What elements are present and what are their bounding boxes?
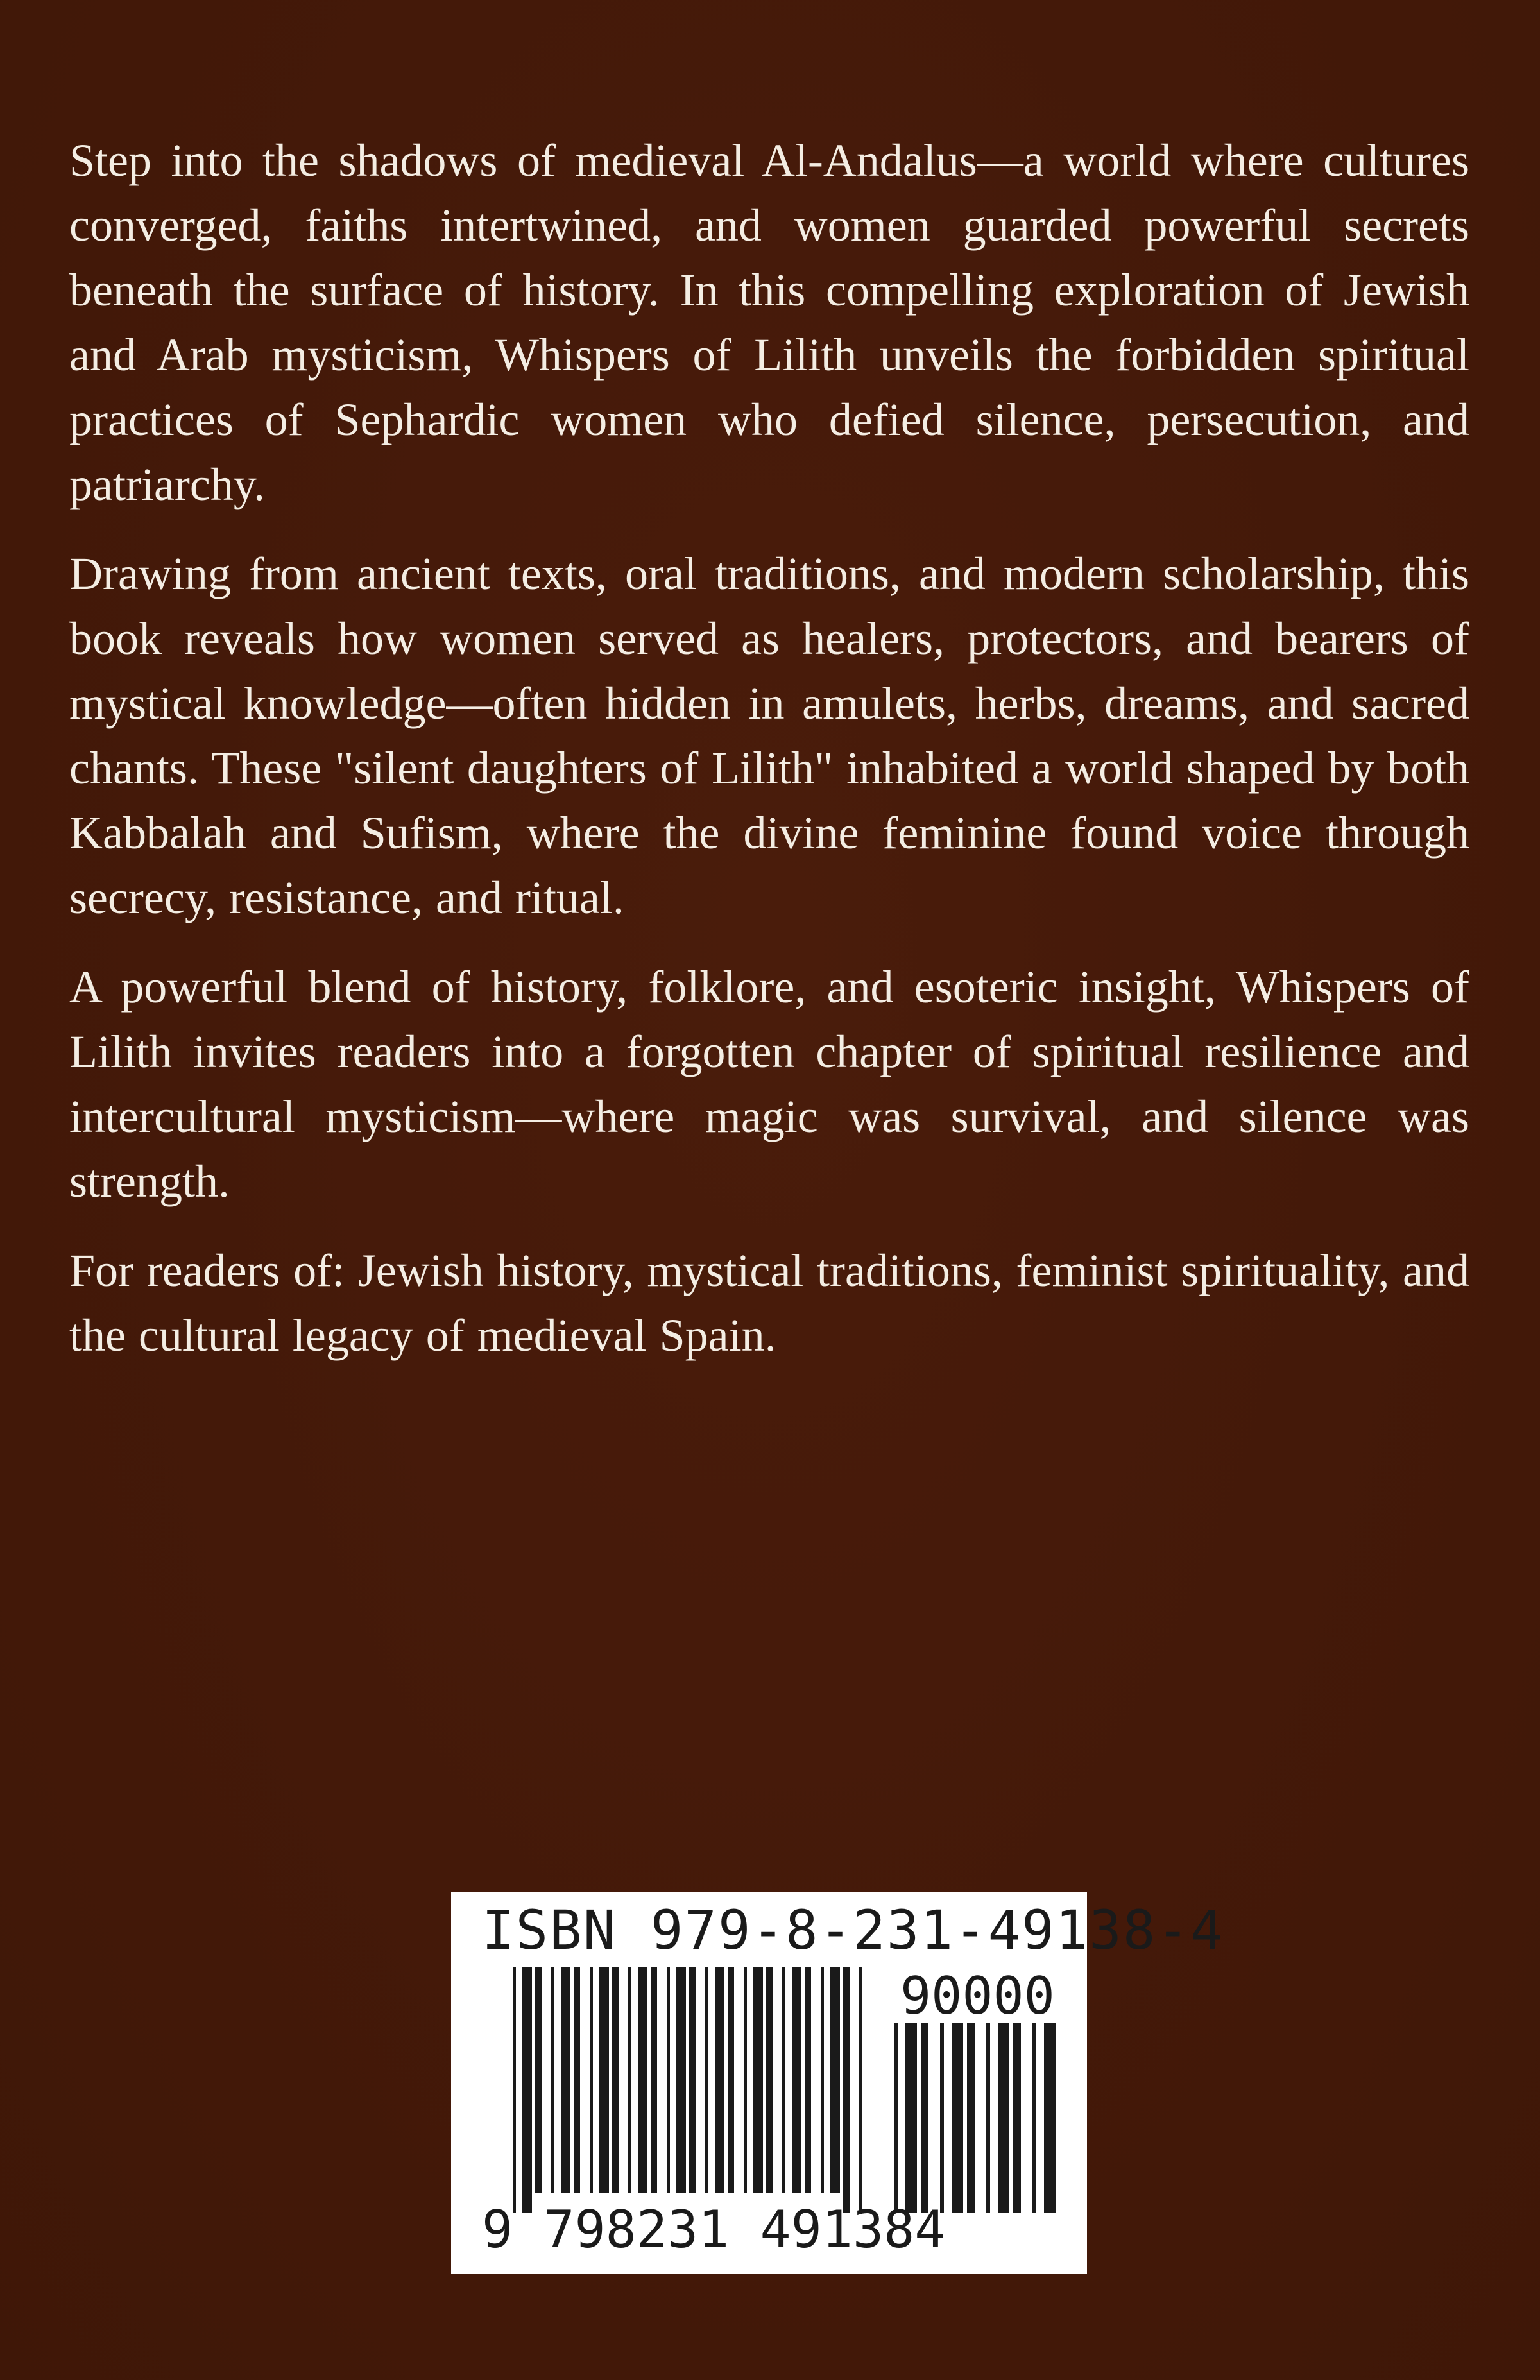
isbn-label: ISBN 979-8-231-49138-4 [482, 1899, 1224, 1962]
isbn-barcode [451, 1892, 1224, 2274]
blurb-paragraph-2: Drawing from ancient texts, oral traditions, and modern scholarship, this book reveals how women served as healers, protectors, and bearers of mystical knowledge—often hidden in amulets, herbs, dreams, and sacred chants. These "silent daughters of Lilith" inhabited a world shaped by both Kabbalah and Sufism, where the divine feminine found voice through secrecy, resistance, and ritual. [69, 548, 1469, 923]
blurb-paragraph-1: Step into the shadows of medieval Al-Andalus—a world where cultures converged, faiths intertwined, and women guarded powerful secrets beneath the surface of history. In this compelling exploration of Jewish and Arab mysticism, Whispers of Lilith unveils the forbidden spiritual practices of Sephardic women who defied silence, persecution, and patriarchy. [69, 135, 1469, 510]
blurb-paragraph-3: A powerful blend of history, folklore, and esoteric insight, Whispers of Lilith invites readers into a forgotten chapter of spiritual resilience and intercultural mysticism—where magic was survival, and silence was strength. [69, 961, 1469, 1207]
price-code: 90000 [900, 1966, 1055, 2026]
ean-digits: 9 798231 491384 [482, 2200, 946, 2259]
blurb-paragraph-4: For readers of: Jewish history, mystical traditions, feminist spirituality, and the cultural legacy of medieval Spain. [69, 1245, 1469, 1361]
blurb-text [69, 128, 1469, 1392]
